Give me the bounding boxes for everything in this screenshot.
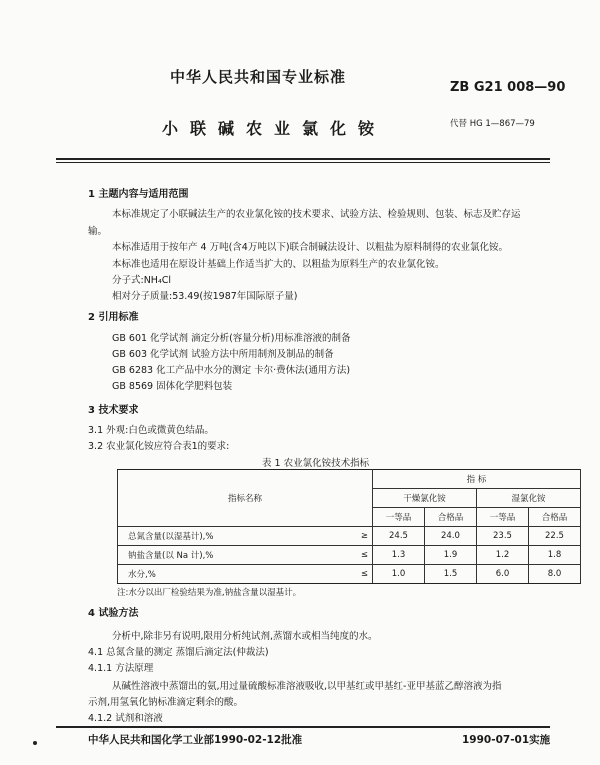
value-cell: 1.2 <box>476 546 528 565</box>
sec4-para-2: 示剂,用氢氧化钠标准滴定剩余的酸。 <box>88 697 244 708</box>
value-cell: 1.3 <box>372 546 424 565</box>
sec1-para-1b: 输。 <box>88 226 108 237</box>
table-row <box>118 565 581 584</box>
reference-item: GB 601 化学试剂 滴定分析(容量分析)用标准溶液的制备 <box>112 333 351 344</box>
col-header-index: 指 标 <box>372 470 580 489</box>
clause-4-1: 4.1 总氮含量的测定 蒸馏后滴定法(仲裁法) <box>88 647 269 658</box>
reference-item: GB 8569 固体化学肥料包装 <box>112 381 233 392</box>
section-3-heading: 3 技术要求 <box>88 405 139 416</box>
row-label: 水分,% <box>118 565 346 584</box>
approval-line: 中华人民共和国化学工业部1990-02-12批准 <box>88 734 303 746</box>
value-cell: 1.5 <box>424 565 476 584</box>
replaces-standard: 代替 HG 1—867—79 <box>450 119 535 129</box>
grade-header: 一等品 <box>372 508 424 527</box>
table-row <box>118 546 581 565</box>
sec4-intro: 分析中,除非另有说明,限用分析纯试剂,蒸馏水或相当纯度的水。 <box>112 631 378 642</box>
footer-rule <box>56 726 550 728</box>
section-4-heading: 4 试验方法 <box>88 608 139 619</box>
value-cell: 23.5 <box>476 527 528 546</box>
header-rule-bottom <box>56 162 550 163</box>
document-title: 小联碱农业氯化铵 <box>162 119 387 138</box>
reference-item: GB 603 化学试剂 试验方法中所用制剂及制品的制备 <box>112 349 334 360</box>
table-note: 注:水分以出厂检验结果为准,钠盐含量以湿基计。 <box>117 588 302 598</box>
value-cell: 24.5 <box>372 527 424 546</box>
sec1-para-3: 本标准也适用在原设计基础上作适当扩大的、以粗盐为原料生产的农业氯化铵。 <box>112 259 445 270</box>
standard-org-title: 中华人民共和国专业标准 <box>170 68 347 86</box>
molecular-formula: 分子式:NH₄Cl <box>112 275 172 286</box>
table-caption: 表 1 农业氯化铵技术指标 <box>262 458 370 469</box>
header-rule-top <box>56 158 550 160</box>
value-cell: 24.0 <box>424 527 476 546</box>
row-label: 总氮含量(以湿基计),% <box>118 527 346 546</box>
value-cell: 1.8 <box>528 546 580 565</box>
table-row <box>118 527 581 546</box>
row-comparator: ≤ <box>346 546 373 565</box>
value-cell: 22.5 <box>528 527 580 546</box>
row-label: 钠盐含量(以 Na 计),% <box>118 546 346 565</box>
grade-header: 合格品 <box>528 508 580 527</box>
value-cell: 1.0 <box>372 565 424 584</box>
value-cell: 6.0 <box>476 565 528 584</box>
clause-4-1-2: 4.1.2 试剂和溶液 <box>88 713 163 724</box>
effective-date: 1990-07-01实施 <box>462 734 551 746</box>
clause-3-1: 3.1 外观:白色或微黄色结晶。 <box>88 425 214 436</box>
clause-3-2: 3.2 农业氯化铵应符合表1的要求: <box>88 441 230 452</box>
value-cell: 1.9 <box>424 546 476 565</box>
value-cell: 8.0 <box>528 565 580 584</box>
clause-4-1-1: 4.1.1 方法原理 <box>88 663 154 674</box>
sec1-para-2: 本标准适用于按年产 4 万吨(含4万吨以下)联合制碱法设计、以粗盐为原料制得的农业氯化铵。 <box>112 242 509 253</box>
scan-mark-dot <box>33 741 37 745</box>
group-wet: 湿氯化铵 <box>476 489 580 508</box>
molecular-mass: 相对分子质量:53.49(按1987年国际原子量) <box>112 291 298 302</box>
reference-item: GB 6283 化工产品中水分的测定 卡尔·费休法(通用方法) <box>112 365 351 376</box>
spec-table <box>117 469 581 584</box>
grade-header: 一等品 <box>476 508 528 527</box>
standard-number: ZB G21 008—90 <box>450 80 566 95</box>
row-comparator: ≥ <box>346 527 373 546</box>
row-comparator: ≤ <box>346 565 373 584</box>
section-1-heading: 1 主题内容与适用范围 <box>88 189 189 200</box>
sec1-para-1a: 本标准规定了小联碱法生产的农业氯化铵的技术要求、试验方法、检验规则、包装、标志及贮存运 <box>112 209 521 220</box>
grade-header: 合格品 <box>424 508 476 527</box>
sec4-para-1: 从碱性溶液中蒸馏出的氨,用过量硫酸标准溶液吸收,以甲基红或甲基红-亚甲基蓝乙醇溶液为指 <box>112 681 502 692</box>
col-header-indicator: 指标名称 <box>118 470 373 527</box>
section-2-heading: 2 引用标准 <box>88 312 139 323</box>
group-dry: 干燥氯化铵 <box>372 489 476 508</box>
